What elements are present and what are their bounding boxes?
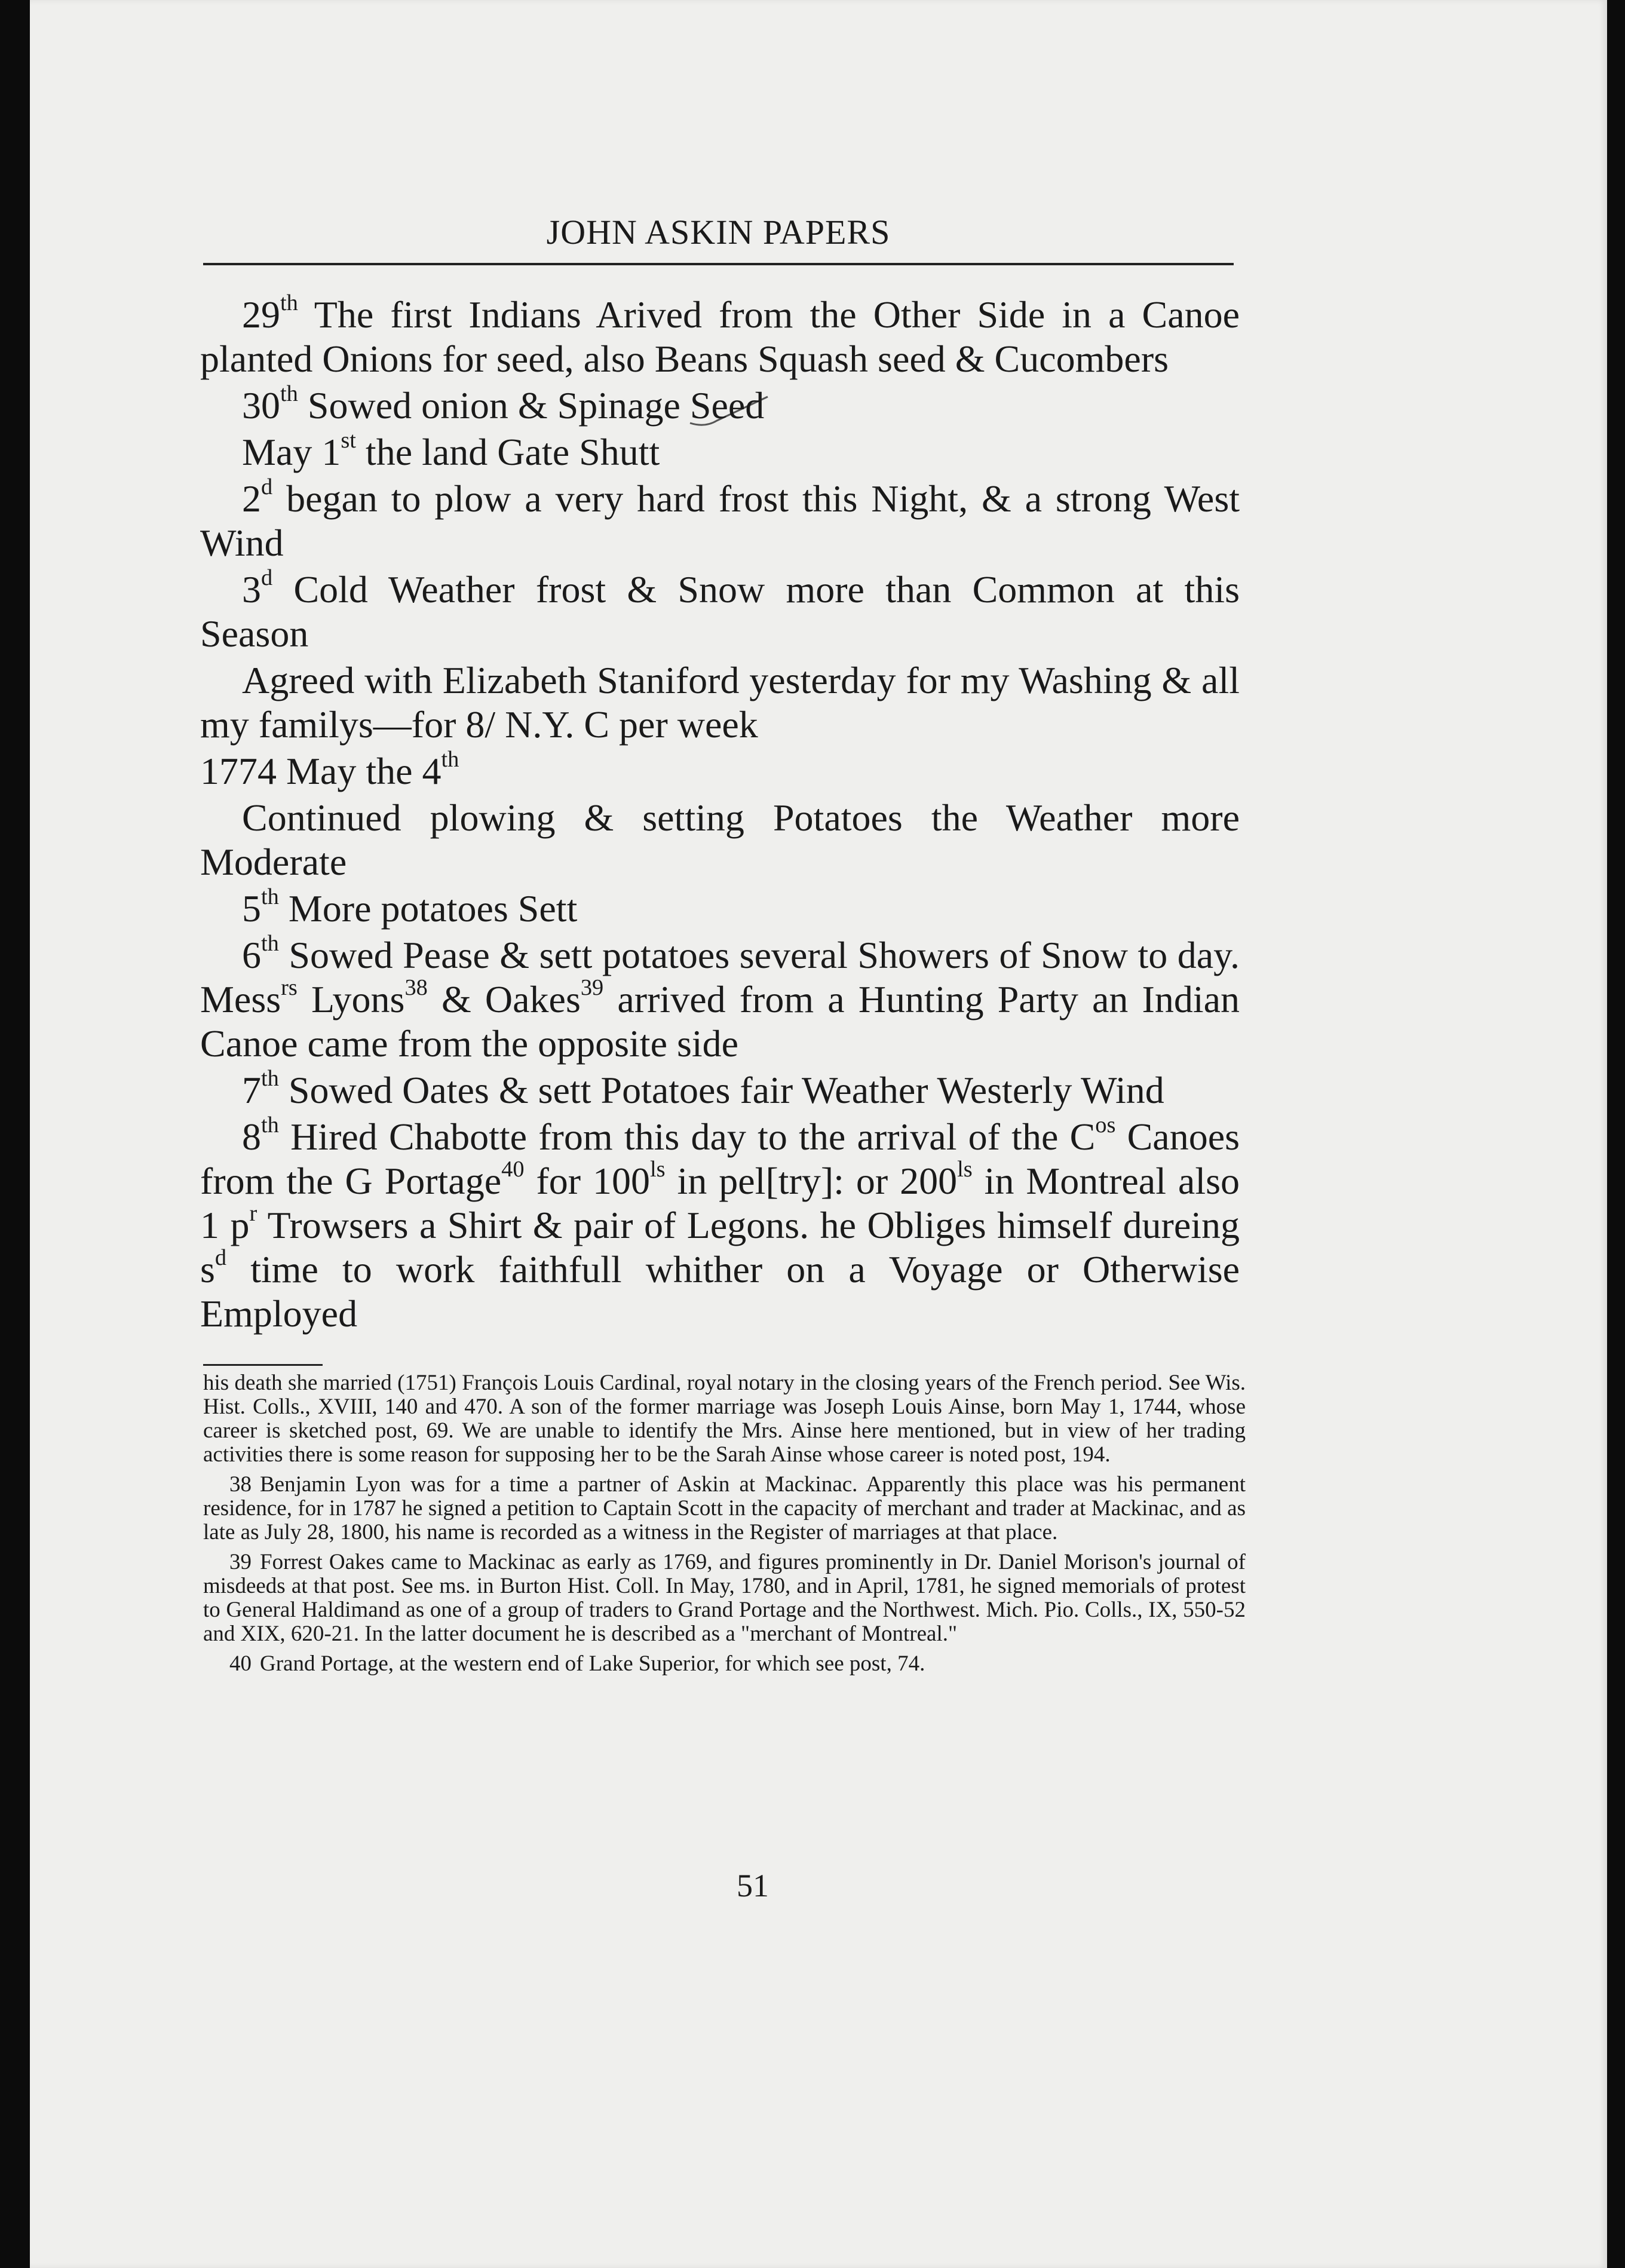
entry-date-heading: 1774 May the 4th [200,747,459,792]
entry-29th: 29th The first Indians Arived from the Other Side in a Canoe planted Onions for seed, also Beans Squash seed & Cucombers [200,290,1240,380]
entry-6th: 6th Sowed Pease & sett potatoes several Showers of Snow to day. Mess$^{rs}$ Lyons$^{38}$ & Oakes$^{39}$ arrived from a Hunting Party an Indian Canoe came from the opposite side [200,931,1240,1065]
footnote-39: 39 Forrest Oakes came to Mackinac as early as 1769, and figures prominently in Dr. Daniel Morison's journal of misdeeds at that post. See ms. in Burton Hist. Coll. In May, 1780, and in April, 1781, he signed memorials of protest to General Haldimand as one of a group of traders to Grand Portage and the Northwest. Mich. Pio. Colls., IX, 550-52 and XIX, 620-21. In the latter document he is described as a "merchant of Montreal." [203,1550,1246,1646]
entry-agreement: Agreed with Elizabeth Staniford yesterday for my Washing & all my familys—for 8/ N.Y. C per week [200,659,1240,746]
book-page [30,0,1607,2268]
entry-8th: 8th Hired Chabotte from this day to the arrival of the $C^{os}$ Canoes from the G Portage$^{40}$ for $100^{ls}$ in pel[try]: or $200^{ls}$ in Montreal also 1 $p^r$ Trowsers a Shirt & pair of Legons. he Obliges himself dureing $s^d$ time to work faithfull whither on a Voyage or Otherwise Employed [200,1112,1240,1335]
footnote-rule [203,1364,323,1366]
footnote-continued: his death she married (1751) François Louis Cardinal, royal notary in the closing years of the French period. See Wis. Hist. Colls., XVIII, 140 and 470. A son of the former marriage was Joseph Louis Ainse, born May 1, 1744, whose career is sketched post, 69. We are unable to identify the Mrs. Ainse here mentioned, but in view of her trading activities there is some reason for supposing her to be the Sarah Ainse whose career is noted post, 194. [203,1371,1246,1467]
entry-7th: 7th Sowed Oates & sett Potatoes fair Weather Westerly Wind [242,1066,1164,1111]
entry-5th: 5th More potatoes Sett [242,884,578,930]
entry-continued-plowing: Continued plowing & setting Potatoes the Weather more Moderate [200,796,1240,883]
journal-text [200,290,1240,1338]
footnote-38: 38 Benjamin Lyon was for a time a partner of Askin at Mackinac. Apparently this place was his permanent residence, for in 1787 he signed a petition to Captain Scott in the capacity of merchant and trader at Mackinac, and as late as July 28, 1800, his name is recorded as a witness in the Register of marriages at that place. [203,1472,1246,1544]
entry-30th: 30th Sowed onion & Spinage Seed [242,381,765,427]
entry-3d: 3$^d$ Cold Weather frost & Snow more than Common at this Season [200,565,1240,655]
entry-may-1st: May 1st the land Gate Shutt [242,428,660,473]
entry-2d: 2$^d$ began to plow a very hard frost this Night, & a strong West Wind [200,474,1240,564]
page-number: 51 [737,1868,769,1904]
running-header: JOHN ASKIN PAPERS [203,212,1234,265]
footnotes [203,1371,1246,1682]
footnote-40: 40 Grand Portage, at the western end of Lake Superior, for which see post, 74. [229,1651,925,1676]
